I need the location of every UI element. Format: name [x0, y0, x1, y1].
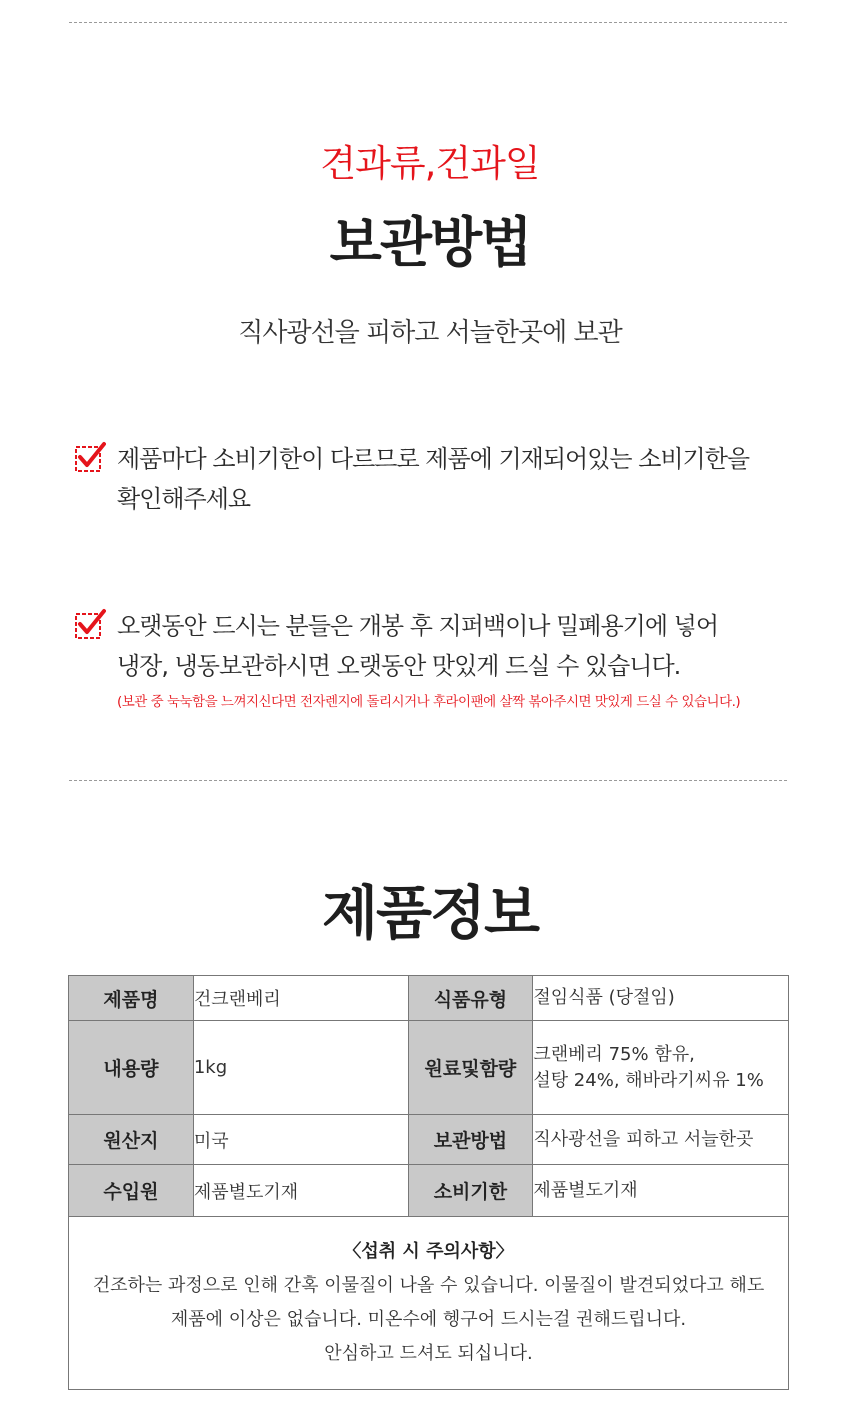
table-row	[69, 1115, 789, 1165]
table-label: 원산지	[69, 1115, 194, 1165]
top-divider	[69, 22, 787, 23]
storage-item-1	[74, 439, 814, 519]
storage-item-2	[74, 606, 814, 710]
storage-item-line: 확인해주세요	[117, 485, 251, 513]
table-label: 소비기한	[408, 1165, 533, 1217]
middle-divider	[69, 780, 787, 781]
storage-subtitle: 견과류,건과일	[320, 142, 540, 185]
table-label: 보관방법	[408, 1115, 533, 1165]
table-label: 식품유형	[408, 976, 533, 1021]
table-value: 제품별도기재	[193, 1165, 408, 1217]
table-label: 내용량	[69, 1021, 194, 1115]
table-value: 제품별도기재	[533, 1165, 789, 1217]
storage-item-note: (보관 중 눅눅함을 느껴지신다면 전자렌지에 돌리시거나 후라이팬에 살짝 볶아주시면 맛있게 드실 수 있습니다.)	[117, 694, 741, 710]
table-value: 절임식품 (당절임)	[533, 976, 789, 1021]
storage-title: 보관방법	[329, 211, 531, 274]
storage-item-line: 제품마다 소비기한이 다르므로 제품에 기재되어있는 소비기한을	[117, 445, 750, 473]
notice-line: 제품에 이상은 없습니다. 미온수에 헹구어 드시는걸 권해드립니다.	[170, 1309, 687, 1330]
table-value: 크랜베리 75% 함유, 설탕 24%, 해바라기씨유 1%	[533, 1021, 789, 1115]
table-row	[69, 1165, 789, 1217]
table-row	[69, 1217, 789, 1390]
storage-item-line: 오랫동안 드시는 분들은 개봉 후 지퍼백이나 밀폐용기에 넣어	[117, 612, 719, 640]
table-value: 건크랜베리	[193, 976, 408, 1021]
table-value: 미국	[193, 1115, 408, 1165]
storage-item-text	[117, 439, 814, 519]
storage-item-text	[117, 606, 814, 686]
table-row	[69, 976, 789, 1021]
product-info-table	[68, 975, 789, 1390]
table-value: 직사광선을 피하고 서늘한곳	[533, 1115, 789, 1165]
notice-title: 〈섭취 시 주의사항〉	[343, 1241, 514, 1262]
notice-cell	[69, 1217, 789, 1390]
table-label: 제품명	[69, 976, 194, 1021]
product-title: 제품정보	[321, 879, 539, 947]
table-label: 수입원	[69, 1165, 194, 1217]
storage-item-line: 냉장, 냉동보관하시면 오랫동안 맛있게 드실 수 있습니다.	[117, 652, 681, 680]
table-label: 원료및함량	[408, 1021, 533, 1115]
check-icon	[74, 441, 106, 473]
storage-description: 직사광선을 피하고 서늘한곳에 보관	[238, 318, 622, 348]
notice-line: 건조하는 과정으로 인해 간혹 이물질이 나올 수 있습니다. 이물질이 발견되었다고 해도	[92, 1275, 765, 1296]
check-icon	[74, 608, 106, 640]
table-value: 1kg	[193, 1021, 408, 1115]
table-row	[69, 1021, 789, 1115]
notice-line: 안심하고 드셔도 되십니다.	[324, 1343, 533, 1364]
